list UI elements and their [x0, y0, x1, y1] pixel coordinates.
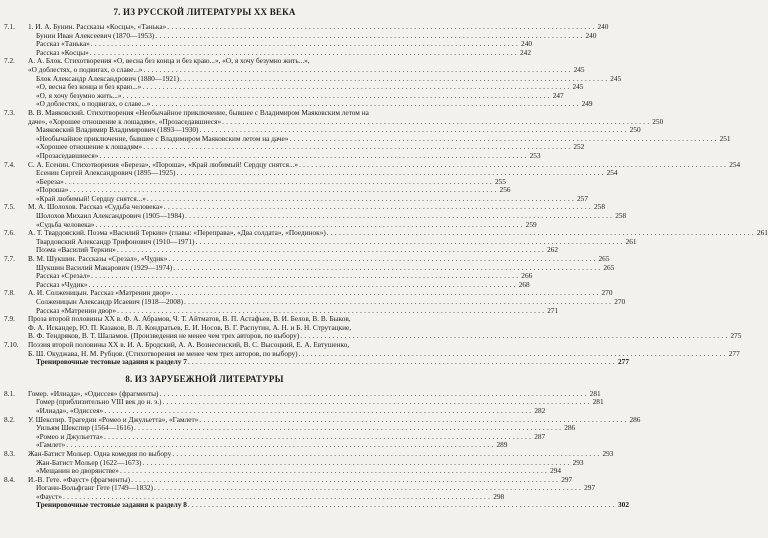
entry-title: Рассказ «Матренин двор» [36, 305, 117, 315]
entry-title: В. В. Маяковский. Стихотворения «Необычайное приключение, бывшее с Владимиром Маяковским летом на [28, 107, 369, 117]
entry-title: «Гамлет» [36, 440, 66, 450]
page-number: 240 [521, 39, 532, 49]
entry-title: Гомер. «Илиада», «Одиссея» (фрагменты) [28, 388, 159, 398]
entry-title: Жан-Батист Мольер. Одна комедия по выбору [28, 448, 172, 458]
page-number: 271 [547, 305, 559, 315]
entry-title: «Фауст» [36, 491, 63, 501]
page-number: 247 [552, 90, 564, 100]
page-number: 298 [493, 491, 505, 501]
entry-number: 7.8. [4, 288, 15, 298]
entry-title: И.-В. Гете. «Фауст» (фрагменты) [28, 474, 131, 484]
entry-title: «О, я хочу безумно жить...» [36, 90, 122, 100]
page-number: 293 [602, 448, 614, 458]
page-number: 249 [581, 99, 593, 109]
entry-title: «Пороша» [36, 185, 69, 195]
page-number: 265 [603, 262, 615, 272]
page-number: 265 [598, 254, 610, 264]
page-number: 250 [652, 116, 664, 126]
entry-title: «Мещанин во дворянстве» [36, 466, 119, 476]
page-number: 281 [592, 397, 604, 407]
page-number: 245 [610, 73, 622, 83]
toc-entry[interactable] [4, 500, 629, 510]
page-number: 294 [550, 466, 562, 476]
entry-title: 1. И. А. Бунин. Рассказы «Косцы», «Танька» [28, 22, 167, 31]
page-number: 261 [756, 228, 768, 238]
entry-title: Есенин Сергей Александрович (1895—1925) [36, 168, 176, 178]
page-number: 270 [614, 297, 626, 306]
page-number: 277 [728, 348, 740, 358]
entry-number: 7.9. [4, 314, 15, 324]
entry-title: «О доблестях, о подвигах, о славе...» [36, 99, 151, 109]
entry-title: Тренировочные тестовые задания к разделу 7 [36, 357, 187, 367]
entry-title: Солженицын Александр Исаевич (1918—2008) [36, 297, 184, 306]
page-number: 282 [534, 405, 546, 415]
page-number: 255 [495, 176, 506, 186]
page-number: 253 [529, 150, 541, 160]
entry-title: Рассказ «Чудик» [36, 279, 88, 289]
page-number: 257 [577, 193, 588, 203]
entry-number: 7.5. [4, 202, 15, 212]
entry-title: Бунин Иван Алексеевич (1870—1953) [36, 30, 155, 40]
page-number: 287 [534, 431, 546, 441]
entry-title: Рассказ «Танька» [36, 39, 90, 49]
page-number: 254 [729, 159, 741, 169]
page-number: 281 [589, 388, 601, 398]
entry-title: В. М. Шукшин. Рассказы «Срезал», «Чудик» [28, 254, 168, 264]
entry-number: 8.1. [4, 388, 15, 398]
page-number: 270 [601, 288, 613, 298]
entry-title: У. Шекспир. Трагедии «Ромео и Джульетта», «Гамлет» [28, 414, 199, 424]
entry-title: «Ромео и Джульетта» [36, 431, 104, 441]
entry-title: В. Ф. Тендряков, В. Т. Шаламов. (Произведения не менее чем трех авторов, по выбору) [28, 331, 300, 341]
toc-entry[interactable] [4, 357, 629, 367]
entry-title: Иоганн-Вольфганг Гете (1749—1832) [36, 483, 153, 493]
entry-title: Твардовский Александр Трифонович (1910—1971) [36, 236, 195, 246]
page-number: 258 [594, 202, 605, 212]
section-title: 7. ИЗ РУССКОЙ ЛИТЕРАТУРЫ XX ВЕКА [113, 7, 296, 17]
entry-title: Шукшин Василий Макарович (1929—1974) [36, 262, 173, 272]
entry-title: Блок Александр Александрович (1880—1921) [36, 73, 180, 83]
entry-title: «Хорошее отношение к лошадям» [36, 142, 143, 152]
entry-title: Рассказ «Срезал» [36, 271, 91, 281]
entry-title: Тренировочные тестовые задания к разделу 8 [36, 500, 187, 510]
entry-title: «Илиада», «Одиссея» [36, 405, 104, 415]
page-number: 297 [584, 483, 596, 493]
entry-number: 8.4. [4, 474, 15, 484]
section-title: 8. ИЗ ЗАРУБЕЖНОЙ ЛИТЕРАТУРЫ [125, 373, 284, 384]
entry-number: 8.2. [4, 414, 15, 424]
entry-number: 7.4. [4, 159, 15, 169]
entry-title: Ф. А. Искандер, Ю. П. Казаков, В. Л. Кондратьев, Е. И. Носов, В. Г. Распутин, А. Н. и Б. Н. Струтацкие, [28, 322, 352, 332]
page-number: 240 [585, 30, 597, 40]
entry-title: «Край любимый! Сердцу снятся...» [36, 193, 146, 203]
page-number: 286 [564, 423, 576, 433]
dot-leader [188, 501, 615, 510]
entry-title: «Береза» [36, 176, 64, 186]
page-number: 259 [525, 219, 537, 229]
entry-number: 7.2. [4, 56, 15, 66]
entry-title: А. Т. Твардовский. Поэма «Василий Теркин» (главы: «Переправа», «Два солдата», «Поединок») [28, 228, 326, 238]
entry-title: А. А. Блок. Стихотворения «О, весна без конца и без краю...», «О, я хочу безумно жить...», [28, 56, 310, 66]
entry-title: А. И. Солженицын. Рассказ «Матренин двор» [28, 288, 171, 298]
entry-title: Уильям Шекспир (1564—1616) [36, 423, 134, 433]
entry-title: «Прозаседавшиеся» [36, 150, 99, 160]
entry-number: 8.3. [4, 448, 15, 458]
page-number: 262 [547, 245, 559, 255]
dot-leader [188, 358, 615, 367]
page-number: 258 [615, 211, 627, 221]
entry-number: 7.1. [4, 22, 15, 31]
page-number: 252 [573, 142, 585, 152]
page-number: 289 [496, 440, 508, 450]
page-number: 266 [521, 271, 533, 281]
entry-number: 7.7. [4, 254, 15, 264]
entry-title: Поэзия второй половины XX в. И. А. Бродский, А. А. Вознесенский, В. С. Высоцкий, Е. А. Евтушенко, [28, 339, 350, 349]
page-number: 286 [629, 414, 641, 424]
page-number: 275 [730, 331, 742, 341]
page-number: 277 [618, 357, 629, 367]
entry-title: Поэма «Василий Теркин» [36, 245, 116, 255]
entry-title: «Необычайное приключение, бывшее с Владимиром Маяковским летом на даче» [36, 133, 289, 143]
entry-title: С. А. Есенин. Стихотворения «Береза», «Пороша», «Край любимый! Сердцу снятся...» [28, 159, 299, 169]
entry-title: Шолохов Михаил Александрович (1905—1984) [36, 211, 185, 221]
entry-title: Жан-Батист Мольер (1622—1673) [36, 457, 142, 467]
toc-sections [4, 6, 768, 510]
page-number: 302 [618, 500, 629, 510]
page-number: 251 [719, 133, 731, 143]
entry-title: Проза второй половины XX в. Ф. А. Абрамов, Ч. Т. Айтматов, В. П. Астафьев, В. И. Белов, В. В. Быков, [28, 314, 351, 324]
dot-leader [300, 332, 727, 341]
entry-title: даче», «Хорошее отношение к лошадям», «Прозаседавшиеся» [28, 116, 222, 126]
entry-number: 7.10. [4, 339, 19, 349]
page-number: 293 [572, 457, 584, 467]
page-number: 268 [518, 279, 530, 289]
page-number: 256 [499, 185, 511, 195]
page-number: 254 [606, 168, 618, 178]
entry-title: Б. Ш. Окуджава, Н. М. Рубцов. (Стихотворения не менее чем трех авторов, по выбору) [28, 348, 298, 358]
entry-number: 7.6. [4, 228, 15, 238]
page-number: 240 [597, 22, 609, 31]
page-number: 297 [561, 474, 573, 484]
entry-title: «Судьба человека» [36, 219, 95, 229]
entry-title: Рассказ «Косцы» [36, 47, 89, 57]
entry-title: «О доблестях, о подвигах, о славе...» [28, 64, 143, 74]
page-number: 261 [625, 236, 637, 246]
entry-title: Маяковский Владимир Владимирович (1893—1930) [36, 125, 199, 135]
page-number: 245 [572, 82, 584, 92]
page-number: 242 [520, 47, 531, 57]
entry-title: «О, весна без конца и без краю...» [36, 82, 142, 92]
page-number: 245 [573, 64, 585, 74]
page-number: 250 [629, 125, 641, 135]
entry-number: 7.3. [4, 107, 15, 117]
entry-title: М. А. Шолохов. Рассказ «Судьба человека» [28, 202, 163, 212]
entry-title: Гомер (приблизительно VIII век до н. э.) [36, 397, 162, 407]
